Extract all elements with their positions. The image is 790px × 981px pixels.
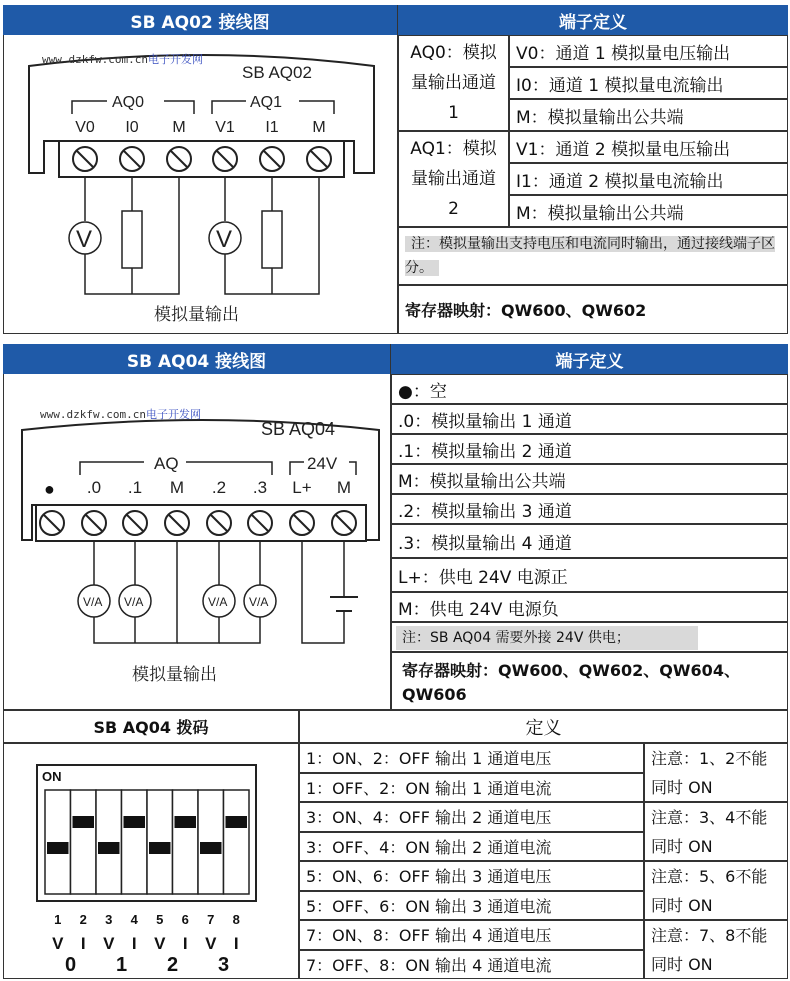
dip-switch-knob (124, 816, 146, 828)
dip-switch-number: 3 (105, 912, 113, 927)
aq02-ch2-label: AQ1：模拟量输出通道 2 (398, 131, 509, 227)
aq02-wiring-header (3, 5, 397, 35)
terminal-screw-icon (82, 511, 106, 535)
terminal-screw-icon (207, 511, 231, 535)
dip-switch-number: 7 (207, 912, 215, 927)
dip-switch-knob (98, 842, 120, 854)
aq04-terminal-header (391, 344, 788, 374)
dip-switch-knob (47, 842, 69, 854)
dip-title: SB AQ04 拨码 (93, 718, 209, 737)
dip-switch-knob (226, 816, 248, 828)
dip-on-label: ON (42, 769, 62, 784)
dip-note: 注意：1、2不能同时 ON (644, 743, 788, 802)
terminal-screw-icon (73, 147, 97, 171)
dip-vi-label: V (103, 934, 115, 953)
aq02-group-aq0: AQ0 (112, 94, 145, 111)
aq02-terminal-label: V1 (215, 119, 235, 136)
dip-switch-number: 2 (79, 912, 87, 927)
dip-def-row: 5：ON、6：OFF 输出 3 通道电压 (299, 861, 644, 891)
dip-channel-number: 3 (217, 954, 230, 976)
dip-switch (122, 790, 148, 894)
dip-def-row: 3：ON、4：OFF 输出 2 通道电压 (299, 802, 644, 832)
aq02-ch1-label: AQ0：模拟量输出通道 1 (398, 35, 509, 131)
aq04-term-row: M：模拟量输出公共端 (391, 464, 788, 494)
aq02-ch2-row: I1：通道 2 模拟量电流输出 (509, 163, 788, 195)
dip-note: 注意：7、8不能同时 ON (644, 920, 788, 979)
aq02-terminal-label: M (312, 119, 326, 136)
dip-def-row: 1：OFF、2：ON 输出 1 通道电流 (299, 773, 644, 803)
aq02-terminal-title: 端子定义 (559, 12, 627, 33)
aq04-terminal-title: 端子定义 (555, 351, 624, 372)
dip-switch-number: 6 (181, 912, 189, 927)
terminal-screw-icon (213, 147, 237, 171)
aq04-terminal-label: .1 (127, 478, 143, 497)
dip-switch-knob (175, 816, 197, 828)
dip-vi-label: I (131, 934, 137, 953)
aq02-caption: 模拟量输出 (154, 305, 239, 324)
dip-switch-number: 5 (156, 912, 164, 927)
aq02-terminal-label: I0 (125, 119, 139, 136)
dip-channel-number: 0 (64, 954, 77, 976)
dip-def-row: 7：ON、8：OFF 输出 4 通道电压 (299, 920, 644, 950)
dip-def-row: 3：OFF、4：ON 输出 2 通道电流 (299, 832, 644, 862)
dip-vi-label: V (154, 934, 166, 953)
terminal-screw-icon (260, 147, 284, 171)
aq04-wiring-header (3, 344, 390, 374)
dip-switch-diagram (36, 764, 258, 976)
dip-switch (224, 790, 250, 894)
dip-switch-knob (200, 842, 222, 854)
aq04-term-row: L+：供电 24V 电源正 (391, 558, 788, 592)
watermark-cn: 电子开发网 (145, 408, 201, 421)
aq02-ch1-row: I0：通道 1 模拟量电流输出 (509, 67, 788, 99)
terminal-screw-icon (248, 511, 272, 535)
aq02-terminal-label: V0 (75, 119, 95, 136)
aq04-group-24v: 24V (307, 454, 338, 473)
dip-switch-number: 4 (130, 912, 138, 927)
aq04-term-row: ●：空 (391, 374, 788, 404)
aq02-ch1-row: M：模拟量输出公共端 (509, 99, 788, 131)
aq04-wiring-diagram (4, 375, 389, 709)
dip-def-title: 定义 (525, 717, 562, 739)
dip-note: 注意：5、6不能同时 ON (644, 861, 788, 920)
aq04-terminal-label: M (169, 478, 185, 497)
meter-va-3: V/A (208, 595, 228, 609)
dip-def-row: 5：OFF、6：ON 输出 3 通道电流 (299, 891, 644, 921)
dip-def-row: 7：OFF、8：ON 输出 4 通道电流 (299, 950, 644, 980)
aq04-group-aq: AQ (154, 454, 179, 473)
aq04-module-label: SB AQ04 (261, 419, 336, 439)
meter-va-4: V/A (249, 595, 269, 609)
watermark (40, 406, 201, 422)
watermark-url: www.dzkfw.com.cn (40, 408, 146, 421)
aq02-ch1-row: V0：通道 1 模拟量电压输出 (509, 35, 788, 67)
aq02-note: 注：模拟量输出支持电压和电流同时输出，通过接线端子区分。 (405, 236, 775, 276)
aq04-term-row: .2：模拟量输出 3 通道 (391, 494, 788, 524)
aq04-term-row: .0：模拟量输出 1 通道 (391, 404, 788, 434)
terminal-screw-icon (167, 147, 191, 171)
meter-v-1: V (76, 226, 93, 253)
watermark-url: www.dzkfw.com.cn (42, 53, 148, 66)
aq04-terminal-label: L+ (292, 478, 312, 497)
dip-channel-number: 2 (166, 954, 179, 976)
aq02-module-label: SB AQ02 (242, 63, 312, 82)
aq04-term-row: .1：模拟量输出 2 通道 (391, 434, 788, 464)
aq04-register: 寄存器映射：QW600、QW602、QW604、QW606 (391, 652, 788, 710)
aq02-terminal-label: M (172, 119, 186, 136)
aq02-note-cell (398, 227, 788, 285)
aq04-note-cell (391, 622, 788, 652)
aq04-dot: ● (44, 479, 55, 499)
aq04-term-row: M：供电 24V 电源负 (391, 592, 788, 622)
terminal-screw-icon (120, 147, 144, 171)
aq04-terminal-label: .3 (252, 478, 268, 497)
watermark-cn: 电子开发网 (147, 53, 203, 66)
meter-va-1: V/A (83, 595, 103, 609)
dip-switch (173, 790, 199, 894)
dip-vi-label: V (52, 934, 64, 953)
dip-vi-label: V (205, 934, 217, 953)
terminal-screw-icon (290, 511, 314, 535)
aq02-wiring-title: SB AQ02 接线图 (130, 12, 270, 33)
aq02-terminal-header (398, 5, 788, 35)
aq02-wiring-diagram (4, 36, 396, 333)
aq02-group-aq1: AQ1 (250, 94, 283, 111)
dip-switch (71, 790, 97, 894)
dip-header (3, 710, 299, 743)
dip-vi-label: I (80, 934, 86, 953)
aq04-terminal-label: .2 (211, 478, 227, 497)
terminal-screw-icon (165, 511, 189, 535)
dip-switch-knob (73, 816, 95, 828)
aq04-caption: 模拟量输出 (132, 665, 217, 684)
aq04-term-row: .3：模拟量输出 4 通道 (391, 524, 788, 558)
dip-vi-label: I (233, 934, 239, 953)
meter-va-2: V/A (124, 595, 144, 609)
aq04-terminal-label: M (336, 478, 352, 497)
dip-channel-number: 1 (115, 954, 128, 976)
dip-note: 注意：3、4不能同时 ON (644, 802, 788, 861)
aq04-terminal-label: .0 (86, 478, 102, 497)
dip-switch-number: 1 (54, 912, 62, 927)
aq04-note: 注：SB AQ04 需要外接 24V 供电； (396, 626, 698, 650)
terminal-screw-icon (123, 511, 147, 535)
aq02-terminal-label: I1 (265, 119, 279, 136)
aq02-ch2-row: V1：通道 2 模拟量电压输出 (509, 131, 788, 163)
dip-switch-knob (149, 842, 171, 854)
watermark (42, 51, 203, 67)
terminal-screw-icon (332, 511, 356, 535)
dip-switch-number: 8 (232, 912, 240, 927)
terminal-screw-icon (307, 147, 331, 171)
dip-def-header (299, 710, 788, 743)
aq04-wiring-title: SB AQ04 接线图 (126, 351, 267, 372)
aq02-ch2-row: M：模拟量输出公共端 (509, 195, 788, 227)
dip-def-row: 1：ON、2：OFF 输出 1 通道电压 (299, 743, 644, 773)
aq02-register: 寄存器映射：QW600、QW602 (398, 285, 788, 334)
meter-v-2: V (216, 226, 233, 253)
dip-vi-label: I (182, 934, 188, 953)
terminal-screw-icon (40, 511, 64, 535)
